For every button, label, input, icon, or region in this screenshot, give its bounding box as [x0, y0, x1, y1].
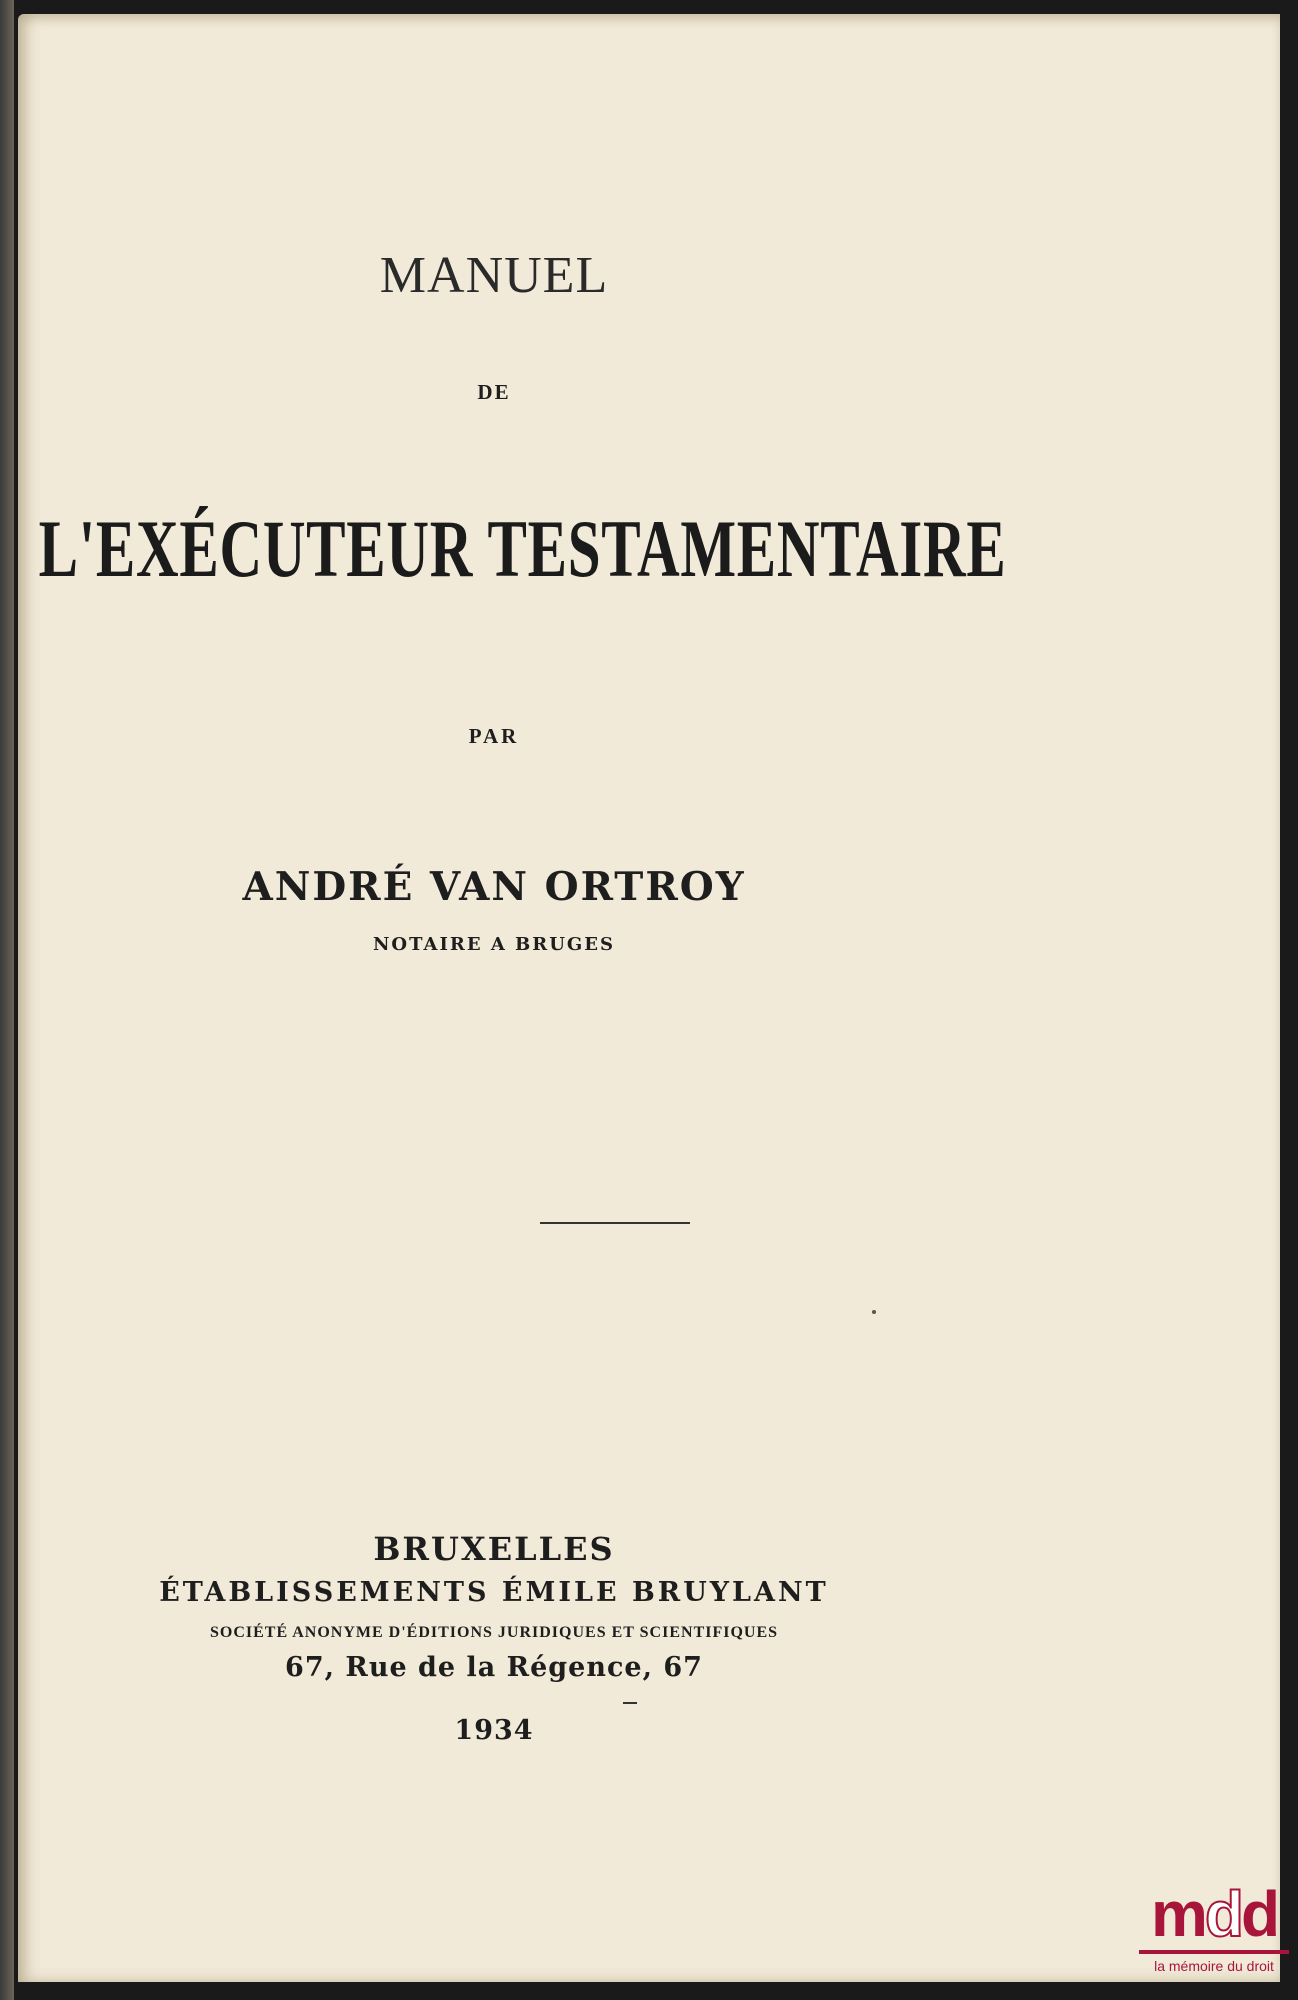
logo-tagline: la mémoire du droit — [1154, 1958, 1274, 1974]
imprint-society: SOCIÉTÉ ANONYME D'ÉDITIONS JURIDIQUES ET SCIENTIFIQUES — [209, 1624, 779, 1641]
mdd-watermark-logo — [1134, 1878, 1294, 1992]
byline-par: PAR — [468, 724, 520, 748]
separator-rule — [540, 1222, 690, 1224]
logo-underline — [1139, 1950, 1289, 1954]
main-title: L'EXÉCUTEUR TESTAMENTAIRE — [38, 503, 1007, 594]
title-line-manuel: MANUEL — [379, 247, 609, 304]
imprint-address: 67, Rue de la Régence, 67 — [285, 1652, 703, 1683]
year-dash — [623, 1702, 637, 1704]
imprint-city: BRUXELLES — [373, 1530, 615, 1568]
author-name: ANDRÉ VAN ORTROY — [242, 864, 746, 910]
title-page — [18, 14, 1280, 1982]
paper-speck — [872, 1310, 876, 1314]
mdd-logo-icon: mdd — [1150, 1878, 1278, 1950]
title-line-de: DE — [477, 380, 511, 404]
imprint-publisher: ÉTABLISSEMENTS ÉMILE BRUYLANT — [159, 1577, 829, 1608]
author-profession: NOTAIRE A BRUGES — [372, 934, 616, 955]
imprint-year: 1934 — [454, 1715, 534, 1746]
